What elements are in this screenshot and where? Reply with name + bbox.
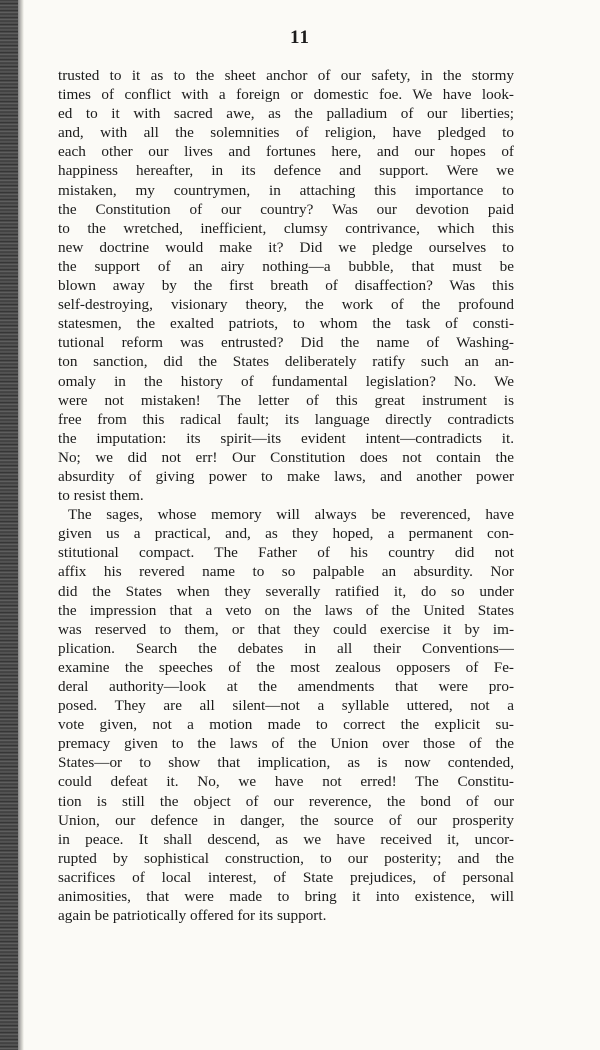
text-line: stitutional compact. The Father of his country did not (58, 544, 514, 562)
text-line: ed to it with sacred awe, as the palladium of our liberties; (58, 105, 514, 123)
text-line: given us a practical, and, as they hoped, a permanent con- (58, 525, 514, 543)
text-line: examine the speeches of the most zealous opposers of Fe- (58, 658, 514, 676)
text-line: vote given, not a motion made to correct the explicit su- (58, 716, 514, 734)
text-line: plication. Search the debates in all their Conventions— (58, 639, 514, 657)
text-line: new doctrine would make it? Did we pledge ourselves to (58, 238, 514, 256)
text-line: the Constitution of our country? Was our devotion paid (58, 200, 514, 218)
text-line: free from this radical fault; its language directly contradicts (58, 410, 514, 428)
text-line: and, with all the solemnities of religion, have pledged to (58, 124, 514, 142)
text-line: affix his revered name to so palpable an absurdity. Nor (58, 563, 514, 581)
text-line: ton sanction, did the States deliberately ratify such an an- (58, 353, 514, 371)
text-line: statesmen, the exalted patriots, to whom the task of consti- (58, 315, 514, 333)
text-line: each other our lives and fortunes here, and our hopes of (58, 143, 514, 161)
text-line: animosities, that were made to bring it into existence, will (58, 888, 514, 906)
text-line: tutional reform was entrusted? Did the name of Washing- (58, 334, 514, 352)
page-gutter-shadow (18, 0, 24, 1050)
text-line: tion is still the object of our reverence, the bond of our (58, 792, 514, 810)
text-line: trusted to it as to the sheet anchor of our safety, in the stormy (58, 67, 514, 84)
text-line: The sages, whose memory will always be reverenced, have (68, 506, 514, 524)
text-line: could defeat it. No, we have not erred! The Constitu- (58, 773, 514, 791)
book-binding-edge (0, 0, 18, 1050)
text-line: premacy given to the laws of the Union over those of the (58, 735, 514, 753)
body-text (58, 66, 514, 925)
text-line: the support of an airy nothing—a bubble, that must be (58, 257, 514, 275)
text-line: was reserved to them, or that they could exercise it by im- (58, 620, 514, 638)
text-line: sacrifices of local interest, of State prejudices, of personal (58, 868, 514, 886)
text-line: to the wretched, inefficient, clumsy contrivance, which this (58, 219, 514, 237)
text-line: times of conflict with a foreign or domestic foe. We have look- (58, 86, 514, 104)
text-line: the impression that a veto on the laws of the United States (58, 601, 514, 619)
text-line: did the States when they severally ratified it, do so under (58, 582, 514, 600)
text-line: mistaken, my countrymen, in attaching this importance to (58, 181, 514, 199)
text-line: deral authority—look at the amendments that were pro- (58, 678, 514, 695)
page-number: 11 (290, 27, 310, 48)
paragraph-1 (58, 66, 514, 505)
text-line: self-destroying, visionary theory, the work of the profound (58, 296, 514, 314)
text-line: omaly in the history of fundamental legislation? No. We (58, 372, 514, 390)
text-line: in peace. It shall descend, as we have received it, uncor- (58, 830, 514, 848)
text-line: Union, our defence in danger, the source of our prosperity (58, 811, 514, 829)
text-line: posed. They are all silent—not a syllable uttered, not a (58, 697, 514, 715)
text-line: were not mistaken! The letter of this great instrument is (58, 391, 514, 409)
text-line: the imputation: its spirit—its evident intent—contradicts it. (58, 429, 514, 447)
text-line: rupted by sophistical construction, to our posterity; and the (58, 849, 514, 867)
text-line: happiness hereafter, in its defence and support. Were we (58, 162, 514, 180)
text-line: absurdity of giving power to make laws, and another power (58, 467, 514, 485)
paragraph-2 (58, 505, 514, 925)
text-line: States—or to show that implication, as is now contended, (58, 754, 514, 772)
text-line: again be patriotically offered for its support. (58, 907, 327, 925)
text-line: blown away by the first breath of disaffection? Was this (58, 277, 514, 295)
text-line: No; we did not err! Our Constitution does not contain the (58, 448, 514, 466)
text-line: to resist them. (58, 487, 144, 505)
